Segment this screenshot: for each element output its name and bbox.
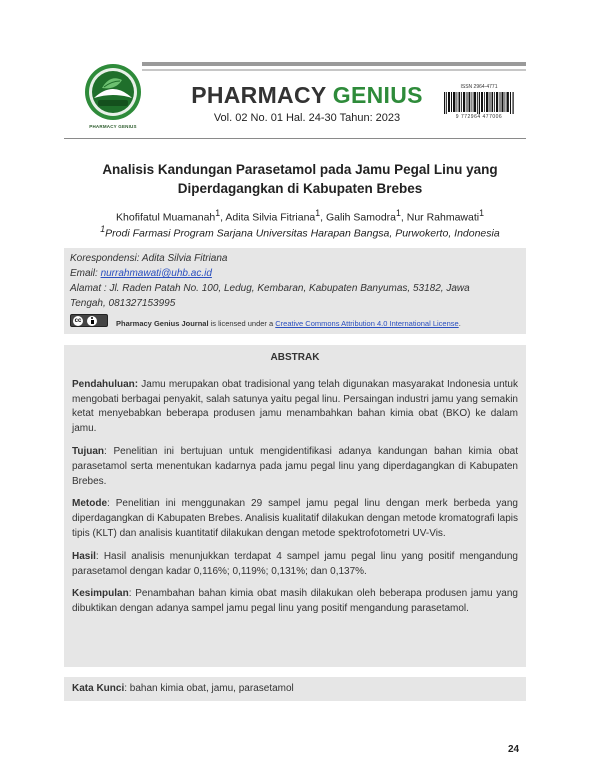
correspondence-box — [64, 248, 526, 334]
license-journal: Pharmacy Genius Journal — [116, 319, 209, 328]
address-line2: Tengah, 081327153995 — [70, 298, 176, 309]
abstract-results — [72, 550, 518, 580]
license-row — [70, 314, 520, 328]
barcode-icon — [444, 92, 514, 114]
article-title-line1: Analisis Kandungan Parasetamol pada Jamu Pegal Linu yang — [102, 162, 498, 177]
header-bottom-rule — [64, 138, 526, 139]
journal-logo — [80, 62, 146, 140]
keywords-box — [64, 677, 526, 701]
author-sup: 1 — [215, 208, 221, 218]
affiliation — [70, 224, 530, 240]
abstract-method — [72, 497, 518, 541]
license-middle: is licensed under a — [208, 319, 276, 328]
section-text: Jamu merupakan obat tradisional yang telah digunakan masyarakat Indonesia untuk mengobati berbagai penyakit, salah satunya yaitu pegal linu. Persaingan industri jamu yang semakin ketat menyebabkan beberapa produsen jamu menambahkan bahan kimia obat (BKO) ke dalam jamu. — [72, 378, 518, 435]
section-text: : Penelitian ini bertujuan untuk mengidentifikasi adanya kandungan bahan kimia obat parasetamol serta menentukan kadarnya pada jamu pegal linu yang diperdagangkan di Kabupaten Brebes. — [72, 445, 518, 487]
journal-title — [142, 82, 472, 109]
issn-barcode — [440, 84, 518, 124]
license-link[interactable]: Creative Commons Attribution 4.0 International License — [275, 319, 459, 328]
section-label: Metode — [72, 498, 107, 510]
license-text — [116, 316, 461, 331]
header-top-rule — [142, 62, 526, 66]
abstract-objective — [72, 445, 518, 489]
section-text: : Hasil analisis menunjukkan terdapat 4 sampel jamu pegal linu yang positif mengandung parasetamol dengan kadar 0,116%; 0,119%; 0,131%; dan 0,137%. — [72, 550, 518, 577]
author-sup: 1 — [479, 208, 484, 218]
author-sup: 1 — [315, 208, 321, 218]
email-label: Email: — [70, 268, 101, 279]
page-number: 24 — [508, 744, 520, 755]
abstract-conclusion — [72, 587, 518, 617]
section-label: Hasil — [72, 550, 96, 562]
author-name: Khofifatul Muamanah — [116, 211, 216, 224]
email-line — [70, 266, 518, 281]
article-title-line2: Diperdagangkan di Kabupaten Brebes — [177, 181, 423, 196]
section-label: Pendahuluan: — [72, 378, 139, 390]
header-second-rule — [142, 69, 526, 71]
volume-line: Vol. 02 No. 01 Hal. 24-30 Tahun: 2023 — [213, 112, 401, 124]
abstract-heading: ABSTRAK — [270, 352, 320, 363]
author-list: Khofifatul Muamanah$^1$, Adita Silvia Fitriana$^1$, Galih Samodra$^1$, Nur Rahmawati$^1$ — [116, 208, 484, 224]
journal-logo-emblem-icon — [80, 62, 146, 124]
license-end: . — [458, 319, 461, 328]
keywords-text: : bahan kimia obat, jamu, parasetamol — [124, 683, 294, 694]
section-label: Tujuan — [72, 445, 105, 457]
email-link[interactable]: nurrahmawati@uhb.ac.id — [100, 268, 212, 279]
author-name: Nur Rahmawati — [406, 211, 480, 224]
barcode-digits: 9 772964 477006 — [455, 114, 503, 120]
affiliation-sup: 1 — [100, 224, 106, 234]
journal-title-part2: GENIUS — [332, 82, 423, 108]
abstract-introduction — [72, 378, 518, 437]
article-title — [70, 160, 530, 198]
section-text: : Penelitian ini menggunakan 29 sampel jamu pegal linu dengan merk berbeda yang diperdagangkan di Kabupaten Brebes. Analisis kualitatif dilakukan dengan metode kromatografi lapis tipis (KLT) dan analisis kuantitatif dilakukan dengan metode spektrofotometri UV-Vis. — [72, 498, 518, 539]
section-text: : Penambahan bahan kimia obat masih dilakukan oleh beberapa produsen jamu yang dibuktikan dengan adanya sampel jamu pegal linu yang positif mengandung parasetamol. — [72, 588, 518, 615]
author-sup: 1 — [396, 208, 401, 218]
logo-caption: PHARMACY GENIUS — [89, 124, 137, 129]
journal-title-part1: PHARMACY — [191, 82, 333, 108]
author-name: Adita Silvia Fitriana — [225, 211, 316, 224]
issn-text: ISSN 2964-4771 — [460, 84, 498, 90]
correspondence-line: Korespondensi: Adita Silvia Fitriana — [70, 253, 228, 264]
address-line1: Alamat : Jl. Raden Patah No. 100, Ledug, Kembaran, Kabupaten Banyumas, 53182, Jawa — [70, 283, 470, 294]
cc-by-icon: cc — [70, 314, 108, 327]
author-name: Galih Samodra — [325, 211, 397, 224]
abstract-box — [64, 345, 526, 667]
affiliation-text: Prodi Farmasi Program Sarjana Universitas Harapan Bangsa, Purwokerto, Indonesia — [105, 227, 500, 240]
section-label: Kesimpulan — [72, 588, 129, 600]
keywords-label: Kata Kunci — [72, 683, 125, 694]
